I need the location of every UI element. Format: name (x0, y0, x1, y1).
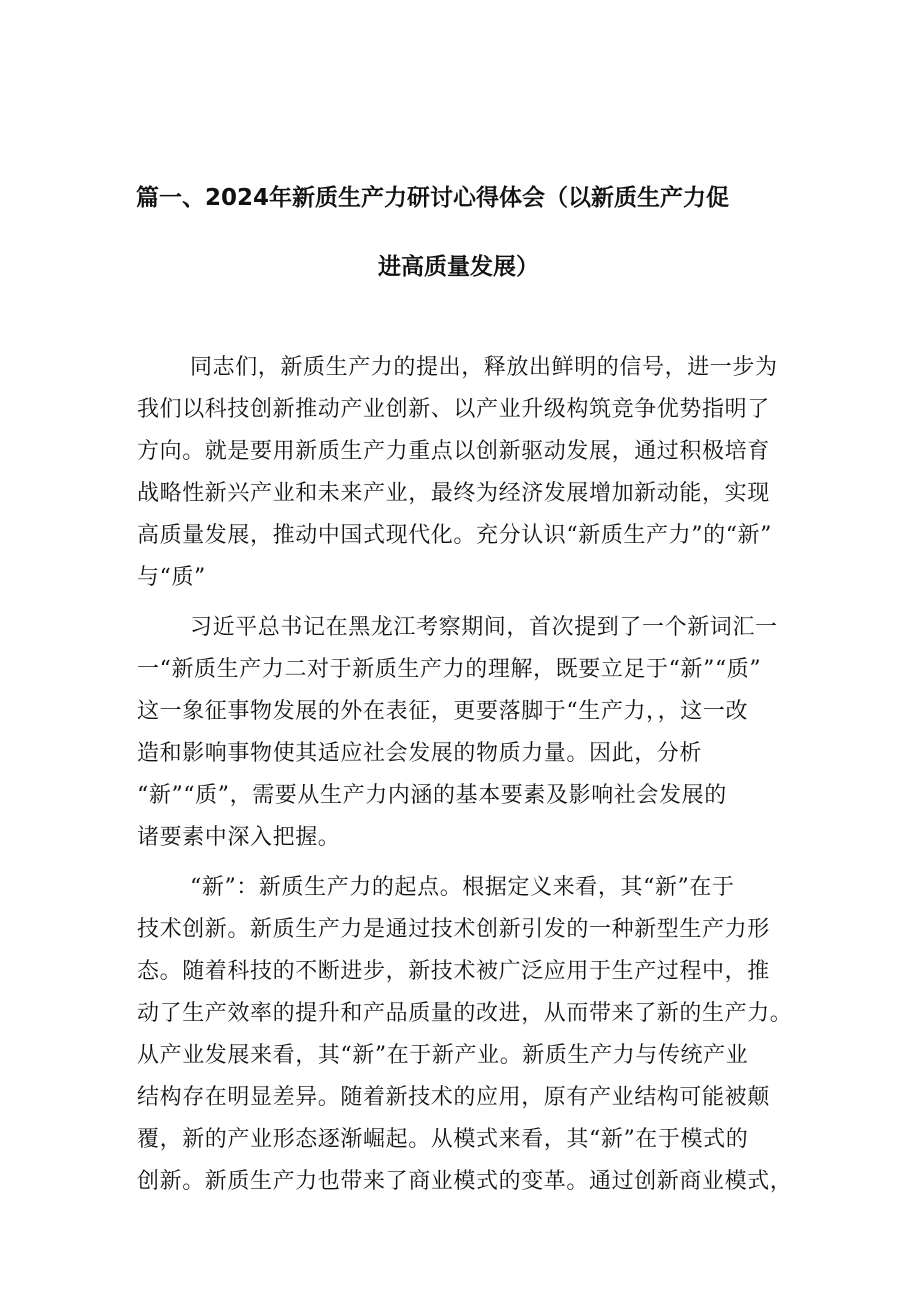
paragraph-line: 结构存在明显差异。随着新技术的应用，原有产业结构可能被颠 (137, 1085, 770, 1110)
paragraph-line: 战略性新兴产业和未来产业，最终为经济发展增加新动能，实现 (137, 481, 770, 506)
paragraph-line: 方向。就是要用新质生产力重点以创新驱动发展，通过积极培育 (137, 439, 770, 464)
paragraph-line: 从产业发展来看，其“新”在于新产业。新质生产力与传统产业 (137, 1043, 749, 1068)
paragraph-line: 动了生产效率的提升和产品质量的改进，从而带来了新的生产力。 (137, 1001, 793, 1026)
paragraph-line: 态。随着科技的不断进步，新技术被广泛应用于生产过程中，推 (137, 959, 770, 984)
paragraph-line: “新”“质”，需要从生产力内涵的基本要素及影响社会发展的 (137, 783, 727, 808)
paragraph-line: 这一象征事物发展的外在表征，更要落脚于“生产力，，这一改 (137, 699, 749, 724)
paragraph-line: 高质量发展，推动中国式现代化。充分认识“新质生产力”的“新” (137, 523, 772, 548)
paragraph-line: 同志们，新质生产力的提出，释放出鲜明的信号，进一步为 (190, 355, 778, 380)
paragraph-line: 我们以科技创新推动产业创新、以产业升级构筑竞争优势指明了 (137, 397, 770, 422)
paragraph-line: “新”：新质生产力的起点。根据定义来看，其“新”在于 (190, 875, 735, 900)
document-title-line-2: 进高质量发展） (378, 254, 539, 280)
paragraph-line: 创新。新质生产力也带来了商业模式的变革。通过创新商业模式， (137, 1169, 793, 1194)
paragraph-line: 与“质” (137, 565, 206, 590)
paragraph-line: 造和影响事物使其适应社会发展的物质力量。因此，分析 (137, 741, 703, 766)
paragraph-line: 一“新质生产力二对于新质生产力的理解，既要立足于“新”“质” (137, 657, 762, 682)
paragraph-line: 覆，新的产业形态逐渐崛起。从模式来看，其“新”在于模式的 (137, 1127, 749, 1152)
paragraph-line: 习近平总书记在黑龙江考察期间，首次提到了一个新词汇一 (190, 615, 778, 640)
paragraph-line: 诸要素中深入把握。 (137, 825, 341, 850)
document-title-line-1: 篇一、2024年新质生产力研讨心得体会（以新质生产力促 (136, 185, 730, 211)
paragraph-line: 技术创新。新质生产力是通过技术创新引发的一种新型生产力形 (137, 917, 770, 942)
